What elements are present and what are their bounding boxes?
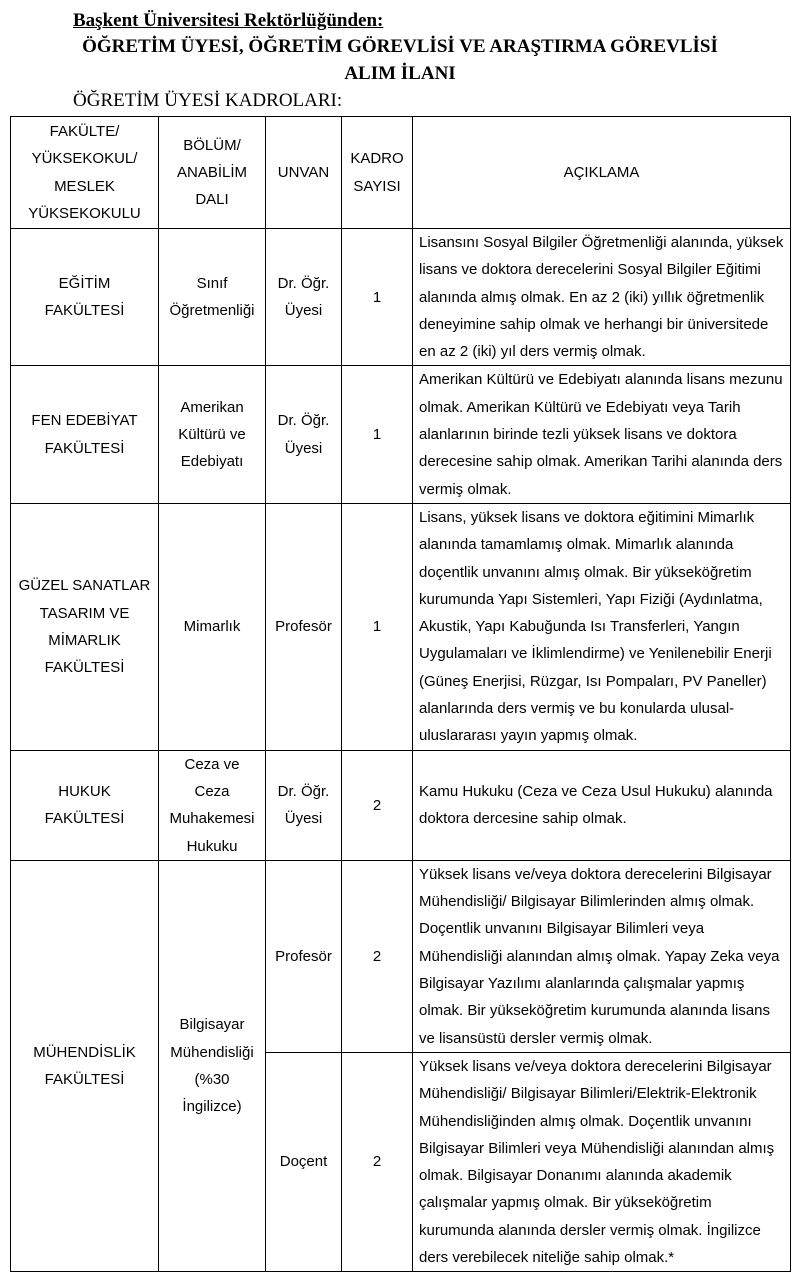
col-header-department: BÖLÜM/ ANABİLİM DALI: [159, 117, 266, 229]
title-cell: Profesör: [266, 503, 342, 750]
col-header-description: AÇIKLAMA: [413, 117, 791, 229]
description-cell: Yüksek lisans ve/veya doktora derecelerini Bilgisayar Mühendisliği/ Bilgisayar Bilimleri/Elektrik-Elektronik Mühendisliğinden almış olmak. Doçentlik unvanını Bilgisayar Bilimleri veya Mühendisliği alanından almış olmak. Bilgisayar Donanımı alanında akademik çalışmalar yapmış olmak. Bir yükseköğretim kurumunda alanında dersler vermiş olmak. İngilizce ders verebilecek niteliğe sahip olmak.*: [413, 1052, 791, 1271]
title-cell: Dr. Öğr. Üyesi: [266, 229, 342, 366]
count-cell: 2: [342, 860, 413, 1052]
description-cell: Lisansını Sosyal Bilgiler Öğretmenliği alanında, yüksek lisans ve doktora derecelerini Sosyal Bilgiler Eğitimi alanında almış olmak. En az 2 (iki) yıllık öğretmenlik deneyimine sahip olmak ve herhangi bir üniversitede en az 2 (iki) yıl ders vermiş olmak.: [413, 229, 791, 366]
announcement-title: ÖĞRETİM ÜYESİ, ÖĞRETİM GÖREVLİSİ VE ARAŞTIRMA GÖREVLİSİ: [82, 36, 718, 57]
table-header-row: [11, 117, 791, 229]
positions-table: [10, 116, 791, 1272]
title-cell: Doçent: [266, 1052, 342, 1271]
count-cell: 2: [342, 1052, 413, 1271]
count-cell: 2: [342, 750, 413, 860]
count-cell: 1: [342, 366, 413, 503]
faculty-cell: EĞİTİM FAKÜLTESİ: [11, 229, 159, 366]
col-header-count: KADRO SAYISI: [342, 117, 413, 229]
faculty-cell: GÜZEL SANATLAR TASARIM VE MİMARLIK FAKÜLTESİ: [11, 503, 159, 750]
col-header-faculty: FAKÜLTE/ YÜKSEKOKUL/ MESLEK YÜKSEKOKULU: [11, 117, 159, 229]
count-cell: 1: [342, 503, 413, 750]
table-row: [11, 366, 791, 503]
title-cell: Dr. Öğr. Üyesi: [266, 366, 342, 503]
description-cell: Amerikan Kültürü ve Edebiyatı alanında lisans mezunu olmak. Amerikan Kültürü ve Edebiyatı veya Tarih alanlarının birinde tezli yüksek lisans ve doktora derecesine sahip olmak. Amerikan Tarihi alanında ders vermiş olmak.: [413, 366, 791, 503]
table-row: [11, 503, 791, 750]
table-row: [11, 750, 791, 860]
department-cell: Amerikan Kültürü ve Edebiyatı: [159, 366, 266, 503]
announcer-line: Başkent Üniversitesi Rektörlüğünden:: [73, 10, 384, 31]
description-cell: Kamu Hukuku (Ceza ve Ceza Usul Hukuku) alanında doktora dercesine sahip olmak.: [413, 750, 791, 860]
section-heading: ÖĞRETİM ÜYESİ KADROLARI:: [73, 90, 343, 111]
department-cell: Mimarlık: [159, 503, 266, 750]
description-cell: Yüksek lisans ve/veya doktora derecelerini Bilgisayar Mühendisliği/ Bilgisayar Bilimlerinden almış olmak. Doçentlik unvanını Bilgisayar Bilimleri veya Mühendisliği alanından almış olmak. Yapay Zeka veya Bilgisayar Yazılımı alanlarında çalışmalar yapmış olmak. Bir yükseköğretim kurumunda alanında lisans ve lisansüstü dersler vermiş olmak.: [413, 860, 791, 1052]
title-cell: Profesör: [266, 860, 342, 1052]
announcement-subtitle: ALIM İLANI: [344, 63, 456, 84]
title-cell: Dr. Öğr. Üyesi: [266, 750, 342, 860]
faculty-cell: FEN EDEBİYAT FAKÜLTESİ: [11, 366, 159, 503]
faculty-cell: MÜHENDİSLİK FAKÜLTESİ: [11, 860, 159, 1271]
department-cell: Sınıf Öğretmenliği: [159, 229, 266, 366]
department-cell: Ceza ve Ceza Muhakemesi Hukuku: [159, 750, 266, 860]
faculty-cell: HUKUK FAKÜLTESİ: [11, 750, 159, 860]
description-cell: Lisans, yüksek lisans ve doktora eğitimini Mimarlık alanında tamamlamış olmak. Mimarlık alanında doçentlik unvanını almış olmak. Bir yükseköğretim kurumunda Yapı Sistemleri, Yapı Fiziği (Aydınlatma, Akustik, Yapı Kabuğunda Isı Transferleri, Yangın Uygulamaları ve İklimlendirme) ve Yenilenebilir Enerji (Güneş Enerjisi, Rüzgar, Isı Pompaları, PV Paneller) alanlarında ders vermiş ve bu konularda ulusal-uluslararası yayın yapmış olmak.: [413, 503, 791, 750]
col-header-title: UNVAN: [266, 117, 342, 229]
table-row: [11, 860, 791, 1052]
count-cell: 1: [342, 229, 413, 366]
table-row: [11, 229, 791, 366]
department-cell: Bilgisayar Mühendisliği (%30 İngilizce): [159, 860, 266, 1271]
